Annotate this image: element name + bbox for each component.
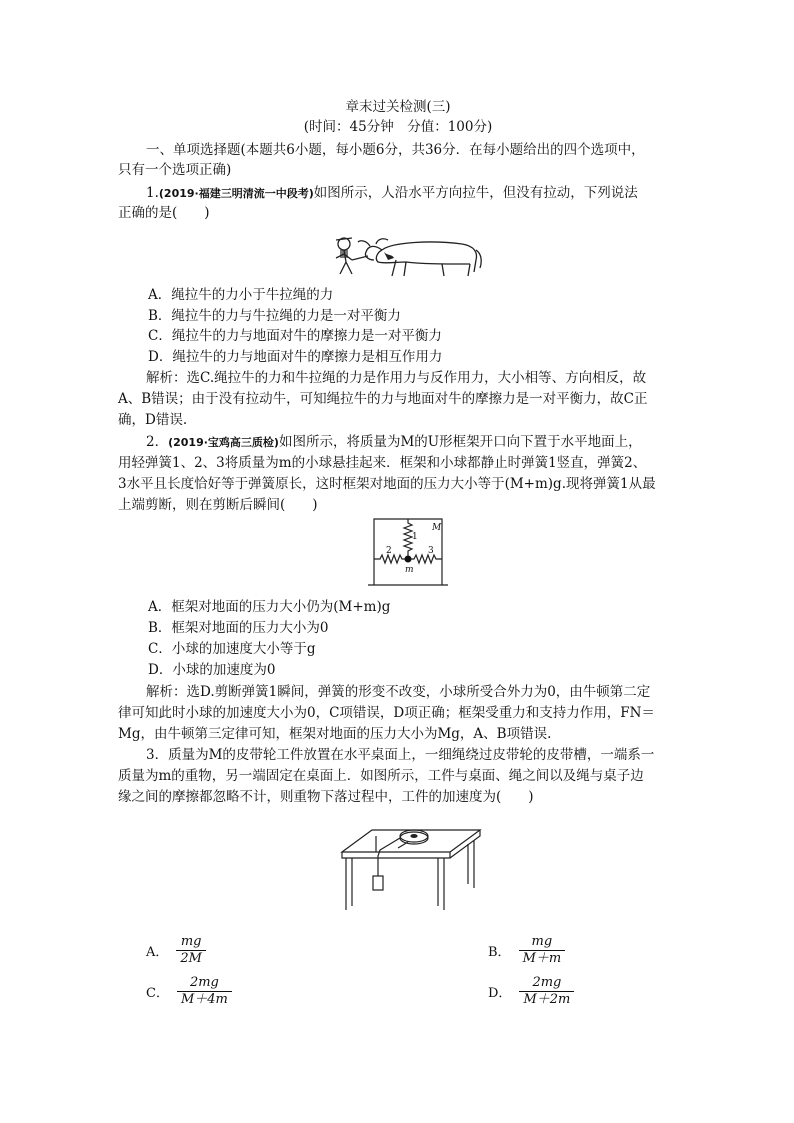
q3-stem-line3: 缘之间的摩擦都忽略不计，则重物下落过程中，工件的加速度为( ) — [118, 789, 534, 805]
q3-option-c-label: C． — [146, 986, 169, 1001]
label-M: M — [432, 523, 442, 533]
q1-source: (2019·福建三明清流一中段考) — [158, 187, 314, 200]
q1-stem-cont: 正确的是( ) — [118, 205, 210, 221]
q2-analysis-cont: 律可知此时小球的加速度大小为0，C项错误，D项正确；框架受重力和支持力作用，FN＝ — [118, 705, 655, 721]
q3-option-d — [488, 975, 574, 1008]
q2-stem-line2: 用轻弹簧1、2、3将质量为m的小球悬挂起来．框架和小球都静止时弹簧1竖直，弹簧2、 — [118, 455, 647, 471]
q3-option-d-fraction — [519, 975, 574, 1008]
q2-option-a: A．框架对地面的压力大小仍为(M+m)g — [148, 599, 391, 615]
q2-option-d: D．小球的加速度为0 — [148, 662, 276, 678]
q2-analysis-end: Mg，由牛顿第三定律可知，框架对地面的压力大小为Mg，A、B项错误. — [118, 726, 552, 742]
man-pulling-ox-figure — [322, 228, 484, 280]
spring-frame-figure — [368, 515, 448, 587]
q1-stem-text: 如图所示，人沿水平方向拉牛，但没有拉动，下列说法 — [313, 185, 638, 201]
q1-option-d: D．绳拉牛的力与地面对牛的摩擦力是相互作用力 — [148, 349, 443, 365]
q1-analysis-cont: A、B错误；由于没有拉动牛，可知绳拉牛的力与地面对牛的摩擦力是一对平衡力，故C正 — [118, 391, 648, 407]
label-spring-2: 2 — [386, 546, 392, 556]
page-subtitle: (时间：45分钟 分值：100分) — [303, 119, 493, 135]
label-spring-3: 3 — [428, 546, 434, 556]
q3-option-d-label: D． — [488, 986, 512, 1001]
q2-analysis: 解析：选D.剪断弹簧1瞬间，弹簧的形变不改变，小球所受合外力为0，由牛顿第二定 — [146, 684, 651, 700]
q3-option-b — [488, 934, 565, 967]
q3-option-c-denominator: M＋4m — [177, 991, 232, 1008]
q3-option-c — [146, 975, 232, 1008]
q3-option-c-fraction — [177, 975, 232, 1008]
q3-option-a-fraction — [176, 934, 206, 967]
q3-option-b-denominator: M＋m — [519, 950, 566, 967]
ball — [405, 556, 412, 563]
q2-option-c: C．小球的加速度大小等于g — [148, 641, 316, 657]
q3-option-a — [146, 934, 206, 967]
q1-analysis: 解析：选C.绳拉牛的力和牛拉绳的力是作用力与反作用力，大小相等、方向相反，故 — [146, 370, 647, 386]
q3-stem-line2: 质量为m的重物，另一端固定在桌面上．如图所示，工件与桌面、绳之间以及绳与桌子边 — [118, 768, 644, 784]
q1-option-c: C．绳拉牛的力与地面对牛的摩擦力是一对平衡力 — [148, 328, 442, 344]
q2-source: (2019·宝鸡高三质检) — [168, 436, 279, 449]
hanging-weight — [373, 876, 383, 890]
q3-option-b-fraction — [519, 934, 566, 967]
q2-stem-line3: 3水平且长度恰好等于弹簧原长，这时框架对地面的压力大小等于(M+m)g.现将弹簧1从最 — [118, 476, 656, 492]
q1-option-b: B．绳拉牛的力与牛拉绳的力是一对平衡力 — [148, 308, 401, 324]
q2-stem — [146, 432, 706, 453]
q1-stem — [146, 183, 706, 204]
label-m: m — [405, 565, 414, 575]
q3-option-c-numerator: 2mg — [189, 975, 219, 990]
q3-option-a-denominator: 2M — [176, 950, 206, 967]
section-heading-cont: 只有一个选项正确) — [118, 162, 232, 178]
q3-option-b-label: B． — [488, 945, 511, 960]
q2-number: 2． — [146, 434, 169, 450]
q3-option-d-numerator: 2mg — [532, 975, 562, 990]
q3-option-a-numerator: mg — [180, 934, 202, 949]
q2-option-b: B．框架对地面的压力大小为0 — [148, 620, 329, 636]
q2-stem-line4: 上端剪断，则在剪断后瞬间( ) — [118, 497, 318, 513]
q1-option-a: A．绳拉牛的力小于牛拉绳的力 — [148, 287, 334, 303]
section-heading: 一、单项选择题(本题共6小题，每小题6分，共36分．在每小题给出的四个选项中， — [146, 142, 645, 158]
label-spring-1: 1 — [412, 532, 418, 542]
q3-stem: 3．质量为M的皮带轮工件放置在水平桌面上，一细绳绕过皮带轮的皮带槽，一端系一 — [146, 747, 655, 763]
pulley-table-figure — [338, 826, 484, 912]
q3-option-d-denominator: M＋2m — [519, 991, 574, 1008]
q3-option-b-numerator: mg — [531, 934, 553, 949]
q1-number: 1. — [146, 185, 159, 201]
q1-analysis-end: 确，D错误. — [118, 412, 188, 428]
q2-stem-text: 如图所示，将质量为M的U形框架开口向下置于水平地面上， — [278, 434, 642, 450]
page-title: 章末过关检测(三) — [345, 99, 451, 115]
q3-option-a-label: A． — [146, 945, 169, 960]
